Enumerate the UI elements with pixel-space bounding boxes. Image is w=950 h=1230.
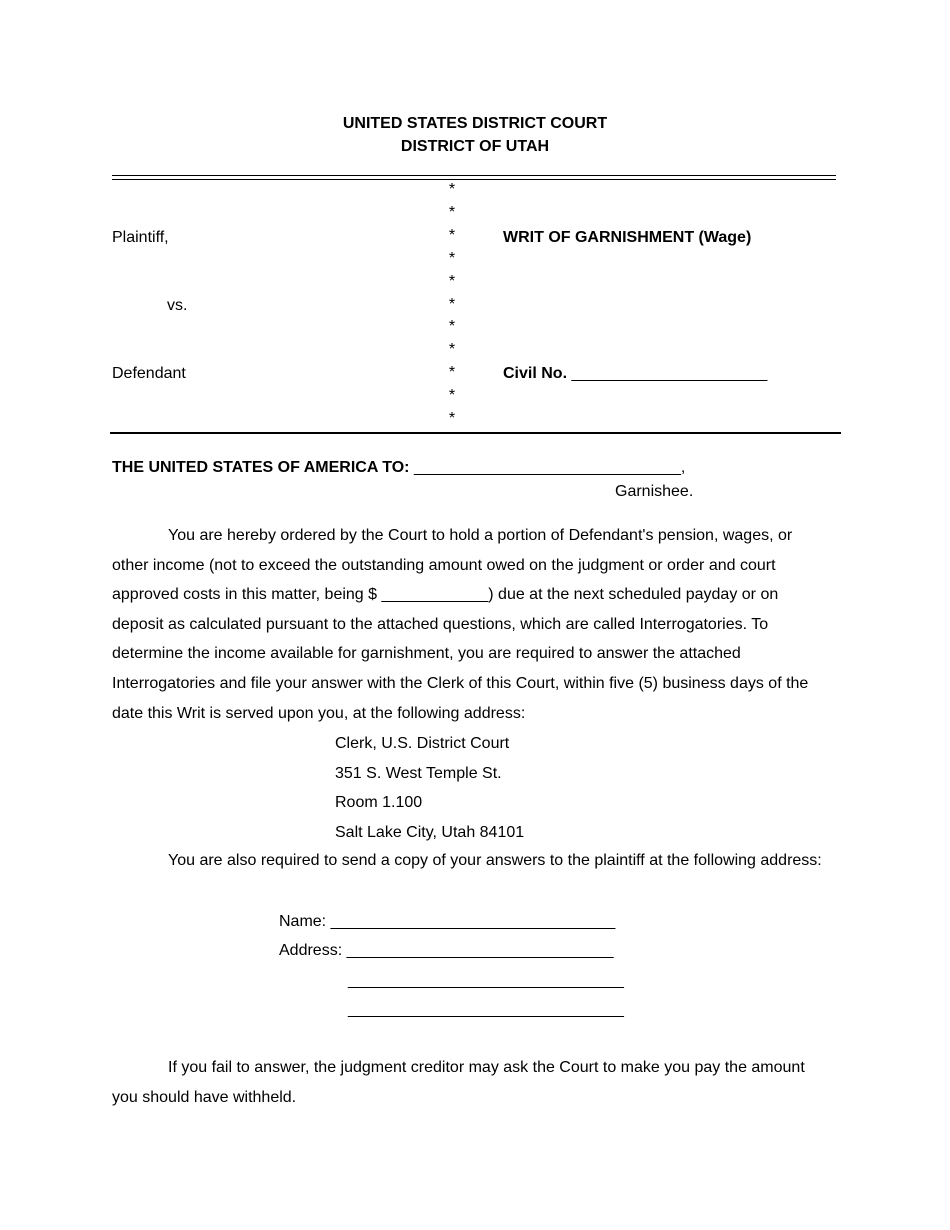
court-name: UNITED STATES DISTRICT COURT <box>342 115 608 132</box>
copy-instruction-paragraph: You are also required to send a copy of your answers to the plaintiff at the following address: <box>168 852 822 869</box>
civil-number-field <box>503 364 767 384</box>
star-separator: * <box>448 364 456 382</box>
court-district: DISTRICT OF UTAH <box>400 138 550 155</box>
caption-star-separator <box>446 179 458 431</box>
document-title: WRIT OF GARNISHMENT (Wage) <box>503 229 752 246</box>
plaintiff-name-label: Name: <box>279 913 327 930</box>
star-separator: * <box>448 181 456 198</box>
plaintiff-name-blank: ________________________________ <box>330 913 616 930</box>
star-separator: * <box>448 249 456 267</box>
order-paragraph: You are hereby ordered by the Court to hold a portion of Defendant's pension, wages, or other income (not to exceed the outstanding amount owed on the judgment or order and court approved costs in this matter, being $ ____________) due at the next scheduled payday or on deposit as calculated pursuant to the attached questions, which are called Interrogatories. To determine the income available for garnishment, you are required to answer the attached Interrogatories and file your answer with the Clerk of this Court, within five (5) business days of the date this Writ is served upon you, at the following address: <box>112 527 809 722</box>
clerk-address-line: Room 1.100 <box>335 794 423 811</box>
garnishee-blank: ______________________________, <box>413 459 686 476</box>
garnishee-label: Garnishee. <box>615 483 694 500</box>
failure-warning-paragraph: If you fail to answer, the judgment creditor may ask the Court to make you pay the amount you should have withheld. <box>112 1059 805 1106</box>
star-separator: * <box>448 203 456 221</box>
addressed-to-line <box>112 458 685 478</box>
caption-top-rule <box>112 175 836 176</box>
star-separator: * <box>448 226 456 244</box>
caption-top-rule-inner <box>112 179 836 180</box>
plaintiff-address-label: Address: <box>279 942 343 959</box>
clerk-address-line: 351 S. West Temple St. <box>335 765 502 782</box>
star-separator: * <box>448 318 456 336</box>
civil-number-label: Civil No. <box>503 365 568 382</box>
caption-bottom-rule <box>110 432 841 434</box>
clerk-address-line: Salt Lake City, Utah 84101 <box>335 824 525 841</box>
star-separator: * <box>448 272 456 290</box>
plaintiff-label: Plaintiff, <box>112 229 169 246</box>
plaintiff-name-field <box>279 912 615 932</box>
star-separator: * <box>448 295 456 313</box>
plaintiff-address-field <box>279 941 614 961</box>
clerk-address-line: Clerk, U.S. District Court <box>335 735 510 752</box>
star-separator: * <box>448 387 456 405</box>
star-separator: * <box>448 341 456 359</box>
addressed-to-label: THE UNITED STATES OF AMERICA TO: <box>112 459 410 476</box>
plaintiff-address-blank: ______________________________ <box>346 942 614 959</box>
plaintiff-address-line-2: _______________________________ <box>348 972 624 989</box>
civil-number-blank: ______________________ <box>571 365 768 382</box>
star-separator: * <box>448 410 456 428</box>
plaintiff-address-line-3: _______________________________ <box>348 1001 624 1018</box>
defendant-label: Defendant <box>112 365 186 382</box>
versus-label: vs. <box>167 297 188 314</box>
